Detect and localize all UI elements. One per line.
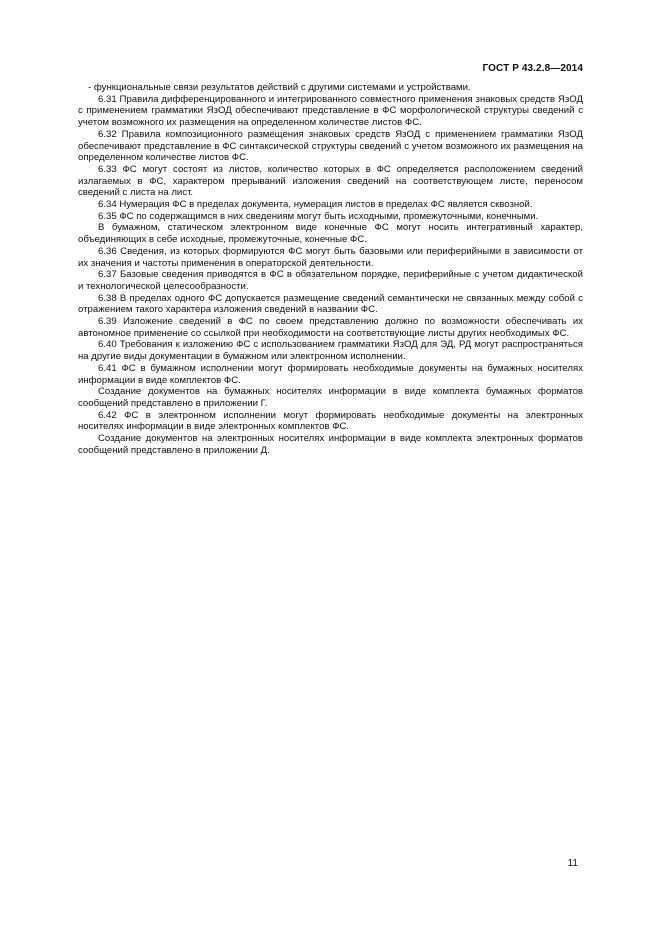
paragraph: Создание документов на бумажных носителях информации в виде комплекта бумажных форматов сообщений представлено в приложении Г. [78, 386, 583, 409]
paragraph: 6.37 Базовые сведения приводятся в ФС в обязательном порядке, периферийные с учетом дидактической и технологической целесообразности. [78, 269, 583, 292]
paragraph: 6.41 ФС в бумажном исполнении могут формировать необходимые документы на бумажных носителях информации в виде комплектов ФС. [78, 362, 583, 386]
body-text [78, 82, 583, 457]
paragraph: В бумажном, статическом электронном виде конечные ФС могут носить интегративный характер, объединяющих в себе исходные, промежуточные, конечные ФС. [78, 222, 583, 246]
document-id: ГОСТ Р 43.2.8—2014 [482, 63, 583, 74]
paragraph: 6.42 ФС в электронном исполнении могут формировать необходимые документы на электронных носителях информации в виде электронных комплектов ФС. [78, 409, 583, 433]
paragraph: 6.35 ФС по содержащимся в них сведениям могут быть исходными, промежуточными, конечными. [98, 210, 539, 222]
paragraph: 6.33 ФС могут состоят из листов, количество которых в ФС определяется расположением сведений излагаемых в ФС, характером прерываний изложения сведений на соответствующем листе, переносом сведений с листа на лист. [78, 163, 583, 199]
paragraph: Создание документов на электронных носителях информации в виде комплекта электронных форматов сообщений представлено в приложении Д. [78, 433, 583, 456]
paragraph: 6.39 Изложение сведений в ФС по своем представлению должно по возможности обеспечивать их автономное применение со ссылкой при необходимости на соответствующие листы других необходимых ФС. [78, 316, 583, 339]
paragraph: - функциональные связи результатов действий с другими системами и устройствами. [88, 82, 471, 93]
paragraph: 6.36 Сведения, из которых формируются ФС могут быть базовыми или периферийными в зависимости от их значения и частоты применения в операторской деятельности. [78, 245, 583, 269]
paragraph: 6.38 В пределах одного ФС допускается размещение сведений семантически не связанных между собой с отражением такого характера изложения сведений в названии ФС. [78, 292, 583, 316]
paragraph: 6.31 Правила дифференцированного и интегрированного совместного применения знаковых средств ЯзОД с применением грамматики ЯзОД обеспечивают представление в ФС морфологической структуры сведений с учетом возможного их размещения на определенном количестве листов ФС. [78, 93, 583, 129]
paragraph: 6.34 Нумерация ФС в пределах документа, нумерация листов в пределах ФС является сквозной. [98, 199, 533, 211]
paragraph: 6.40 Требования к изложению ФС с использованием грамматики ЯзОД для ЭД, РД могут распространяться на другие виды документации в бумажном или электронном исполнении. [78, 339, 583, 363]
page-number: 11 [567, 858, 578, 869]
paragraph: 6.32 Правила композиционного размещения знаковых средств ЯзОД с применением грамматики ЯзОД обеспечивают представление в ФС синтаксической структуры сведений с учетом возможного их размещения на определенном количестве листов ФС. [78, 128, 583, 164]
